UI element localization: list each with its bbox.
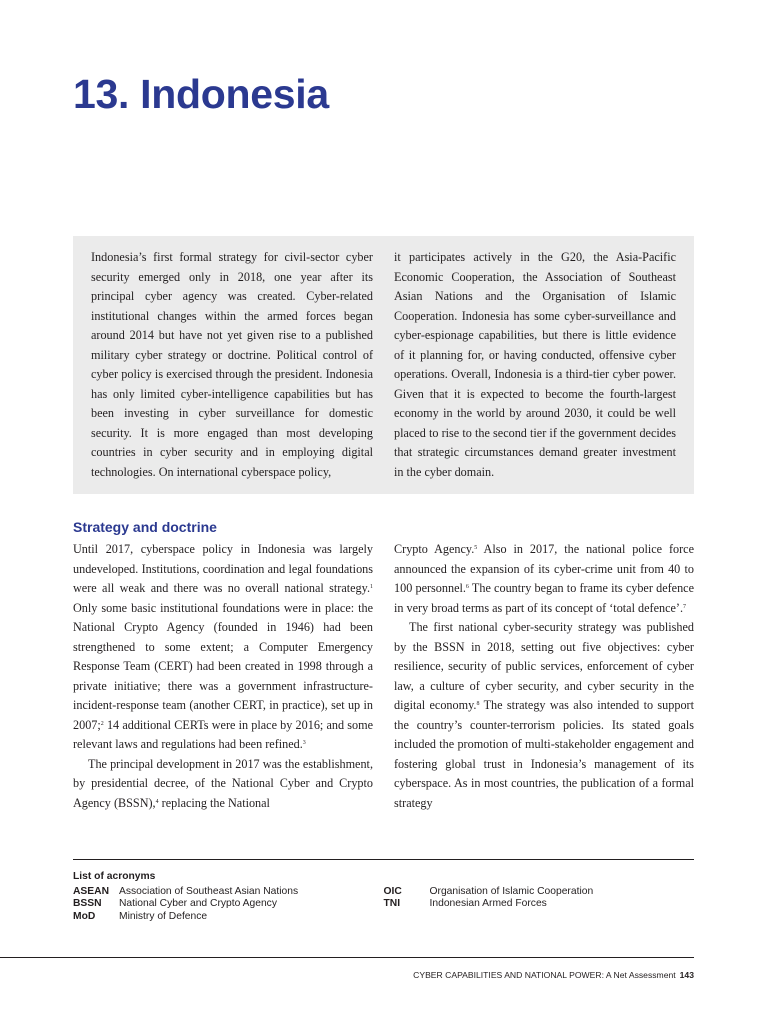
summary-text-right: it participates actively in the G20, the Asia-Pacific Economic Cooperation, the Association of Southeast Asian Nations and the Organisation of Islamic Cooperation. Indonesia has some cyber-surveillance and cyber-espionage capabilities, but there is little evidence of it planning for, or having conducted, offensive cyber operations. Overall, Indonesia is a third-tier cyber power. Given that it is expected to become the fourth-largest economy in the world by around 2030, it could be well placed to rise to the second tier if the government decides that strategic circumstances demand greater investment in the cyber domain.: [394, 250, 676, 479]
summary-column-left: [91, 248, 373, 494]
acronyms-column-left: [73, 886, 384, 924]
body-column-left: [73, 517, 373, 835]
footnote-ref[interactable]: 7: [683, 603, 687, 610]
chapter-title: 13. Indonesia: [73, 71, 329, 117]
page-footer: [413, 969, 694, 981]
acronyms-title: List of acronyms: [73, 871, 156, 882]
paragraph-3: The first national cyber-security strategy was published by the BSSN in 2018, setting out five objectives: cyber resilience, security of public services, enforcement of cyber law, a culture of cyber security, and cyber security in the digital economy.$^8$ The strategy was also intended to support the country’s counter-terrorism policies. Its stated goals included the promotion of multi-stakeholder engagement and fostering global trust in Indonesia’s management of its cyberspace. As in most countries, the publication of a formal strategy: [394, 620, 694, 810]
paragraph-1: Until 2017, cyberspace policy in Indonesia was largely undeveloped. Institutions, coordination and legal foundations were all weak and there was no overall national strategy.$^1$ Only some basic institutional foundations were in place: the National Crypto Agency (founded in 1946) had been strengthened to some extent; a Computer Emergency Response Team (CERT) had been created in 1998 through a private initiative; there was a government infrastructure-incident-response team (another CERT, in practice), set up in 2007;$^2$ 14 additional CERTs were in place by 2016; and some relevant laws and regulations had been refined.$^3$: [73, 542, 373, 751]
footnote-ref[interactable]: 6: [465, 584, 469, 590]
acronyms-column-right: [384, 886, 695, 924]
footnote-ref[interactable]: 1: [370, 584, 373, 590]
acronym-row: [73, 911, 384, 924]
footnote-ref[interactable]: 5: [474, 545, 478, 551]
acronym-definition: Association of Southeast Asian Nations: [119, 885, 299, 897]
acronym-row: [73, 886, 384, 899]
acronym-abbreviation: OIC: [383, 885, 402, 897]
paragraph-2-continued: Crypto Agency.$^5$ Also in 2017, the national police force announced the expansion of its cyber-crime unit from 40 to 100 personnel.$^6$ The country began to frame its cyber defence in very broad terms as part of its concept of ‘total defence’.$^7$: [394, 542, 694, 615]
summary-text-left: Indonesia’s first formal strategy for civil-sector cyber security emerged only in 2018, one year after its principal cyber agency was created. Cyber-related institutional changes within the armed forces began around 2014 but have not yet given rise to a published military cyber strategy or doctrine. Political control of cyber policy is exercised through the president. Indonesia has only limited cyber-intelligence capabilities but has been investing in cyber surveillance for domestic security. It is more engaged than most developing countries in cyber security and in employing digital technologies. On international cyberspace policy,: [91, 250, 373, 479]
acronym-row: [384, 898, 695, 911]
footnote-ref[interactable]: 3: [302, 740, 306, 746]
paragraph-2-continuation-text: Crypto Agency.: [394, 542, 475, 556]
acronym-abbreviation: TNI: [383, 898, 401, 909]
acronym-row: [384, 886, 695, 899]
acronym-abbreviation: MoD: [73, 910, 96, 922]
body-column-right: [394, 517, 694, 835]
running-title: CYBER CAPABILITIES AND NATIONAL POWER: A Net Assessment: [413, 970, 676, 980]
body-columns: [73, 517, 694, 835]
acronym-definition: Organisation of Islamic Cooperation: [429, 885, 594, 897]
acronym-row: [73, 898, 384, 911]
acronyms-box: [73, 871, 694, 923]
section-heading: Strategy and doctrine: [73, 519, 217, 535]
acronym-definition: Indonesian Armed Forces: [429, 898, 547, 909]
acronym-abbreviation: ASEAN: [73, 885, 110, 897]
footnote-ref[interactable]: 2: [100, 720, 104, 727]
summary-column-right: [394, 248, 676, 494]
footer-divider: [0, 957, 694, 958]
acronyms-divider: [73, 859, 694, 860]
acronym-definition: Ministry of Defence: [119, 910, 208, 922]
acronym-abbreviation: BSSN: [73, 898, 102, 909]
page-number: 143: [679, 970, 694, 980]
footnote-ref[interactable]: 4: [155, 798, 159, 805]
summary-box: [73, 236, 694, 494]
acronym-definition: National Cyber and Crypto Agency: [119, 898, 277, 909]
paragraph-2-start: The principal development in 2017 was the establishment, by presidential decree, of the National Cyber and Crypto Agency (BSSN),$^4$ replacing the National: [73, 756, 373, 810]
footnote-ref[interactable]: 8: [476, 701, 480, 707]
